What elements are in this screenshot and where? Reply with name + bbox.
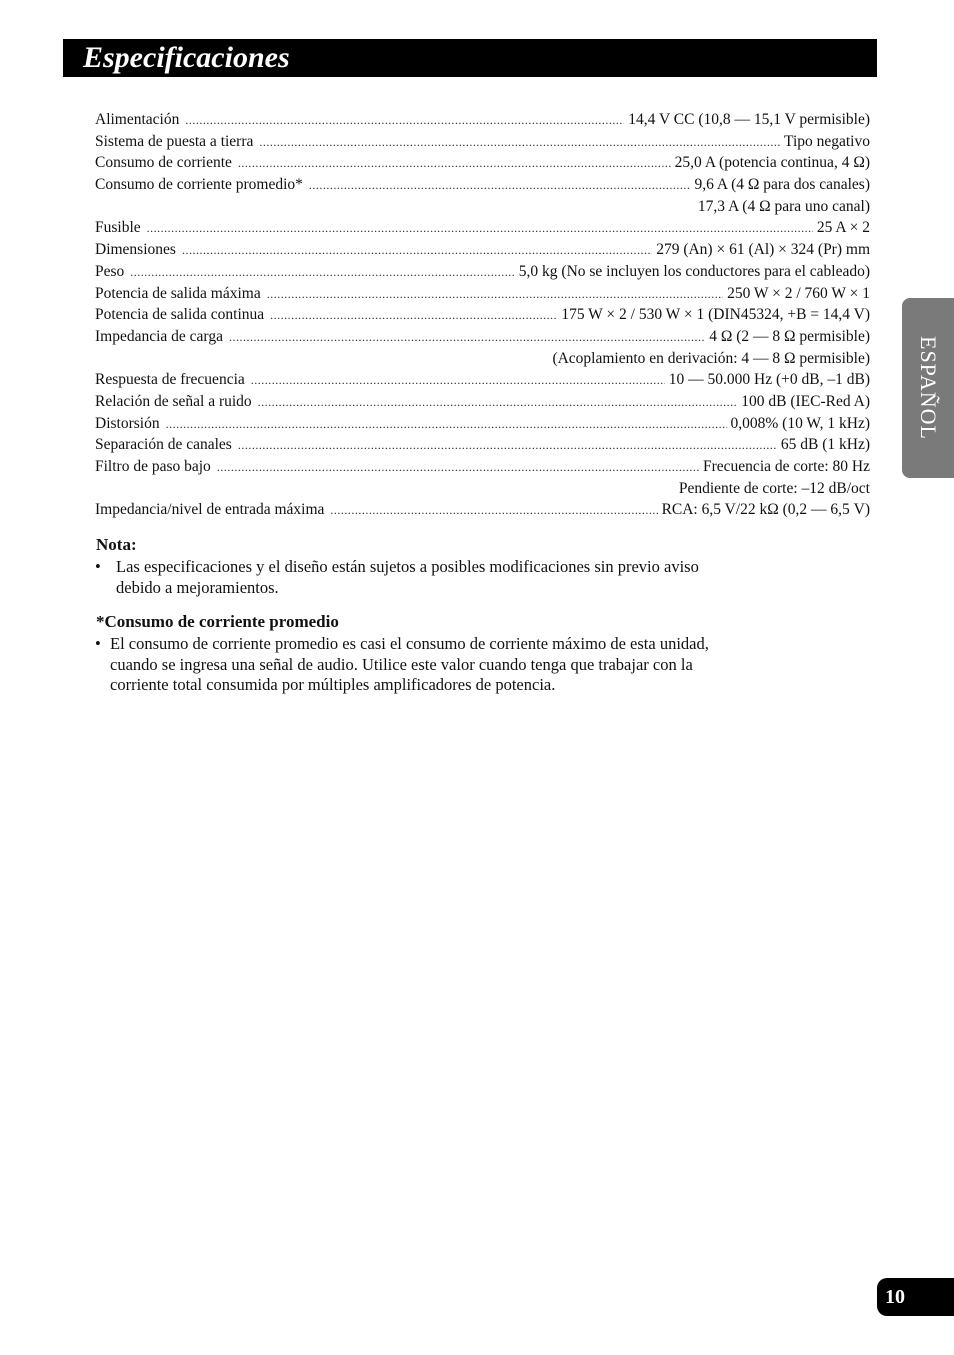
leader-dots [238, 438, 777, 453]
leader-dots [251, 373, 665, 388]
spec-value: 175 W × 2 / 530 W × 1 (DIN45324, +B = 14,4 V) [561, 306, 870, 324]
spec-value: 14,4 V CC (10,8 — 15,1 V permisible) [628, 111, 870, 128]
leader-dots [229, 330, 705, 345]
bullet-marker: • [95, 557, 101, 576]
leader-dots [258, 395, 738, 410]
spec-value: (Acoplamiento en derivación: 4 — 8 Ω permisible) [552, 349, 870, 367]
spec-value: 25,0 A (potencia continua, 4 Ω) [674, 154, 870, 172]
spec-row-peso [95, 263, 870, 285]
leader-dots [330, 503, 657, 518]
spec-row-impedancia-carga [95, 328, 870, 350]
spec-value: 65 dB (1 kHz) [780, 436, 870, 454]
spec-row-consumo-corriente [95, 154, 870, 176]
note-bullet-item [95, 557, 725, 598]
spec-label: Potencia de salida máxima [95, 284, 261, 302]
average-consumption-heading: *Consumo de corriente promedio [96, 612, 339, 631]
spec-label: Sistema de puesta a tierra [95, 132, 254, 150]
average-consumption-text: El consumo de corriente promedio es casi el consumo de corriente máximo de esta unidad, cuando se ingresa una señal de audio. Utilice este valor cuando tenga que trabajar con la corriente total consumida por múltiples amplificadores de potencia. [110, 634, 709, 694]
page-number: 10 [885, 1286, 905, 1308]
average-bullet-item [95, 634, 725, 696]
spec-row-puesta-a-tierra [95, 133, 870, 155]
spec-label: Alimentación [95, 111, 180, 128]
spec-row-separacion-canales [95, 436, 870, 458]
leader-dots [238, 156, 671, 171]
leader-dots [130, 265, 514, 280]
spec-label: Impedancia/nivel de entrada máxima [95, 501, 325, 519]
spec-row-impedancia-entrada [95, 501, 870, 523]
note-heading: Nota: [96, 535, 137, 554]
spec-row-potencia-continua [95, 306, 870, 328]
leader-dots [217, 460, 699, 475]
spec-value: Pendiente de corte: –12 dB/oct [678, 479, 870, 497]
spec-row-filtro-paso-bajo-cont [95, 480, 870, 502]
spec-label: Respuesta de frecuencia [95, 371, 245, 389]
spec-value: 250 W × 2 / 760 W × 1 [727, 284, 870, 302]
spec-row-impedancia-carga-cont [95, 350, 870, 372]
spec-value: 4 Ω (2 — 8 Ω permisible) [709, 327, 870, 345]
language-tab [902, 298, 954, 478]
spec-row-consumo-promedio-cont [95, 198, 870, 220]
note-text: Las especificaciones y el diseño están sujetos a posibles modificaciones sin previo aviso debido a mejoramientos. [116, 557, 699, 597]
leader-dots [166, 417, 727, 432]
spec-value: 100 dB (IEC-Red A) [741, 392, 870, 410]
spec-row-distorsion [95, 415, 870, 437]
spec-row-senal-ruido [95, 393, 870, 415]
spec-label: Filtro de paso bajo [95, 458, 211, 475]
spec-value: Frecuencia de corte: 80 Hz [703, 458, 870, 475]
leader-dots [270, 308, 557, 323]
spec-label: Impedancia de carga [95, 327, 223, 345]
spec-label: Dimensiones [95, 241, 176, 259]
leader-dots [185, 113, 624, 128]
spec-value: 17,3 A (4 Ω para uno canal) [697, 197, 870, 215]
spec-row-filtro-paso-bajo [95, 458, 870, 480]
spec-row-respuesta-frecuencia [95, 371, 870, 393]
spec-row-fusible [95, 219, 870, 241]
specifications-list [95, 111, 870, 523]
leader-dots [182, 243, 652, 258]
spec-value: Tipo negativo [784, 132, 870, 150]
spec-value: 0,008% (10 W, 1 kHz) [730, 414, 870, 432]
spec-label: Distorsión [95, 414, 160, 432]
spec-row-potencia-maxima [95, 285, 870, 307]
spec-label: Consumo de corriente promedio* [95, 176, 303, 194]
leader-dots [309, 178, 691, 193]
title-bar [63, 39, 877, 77]
spec-label: Fusible [95, 219, 141, 237]
language-tab-label: ESPAÑOL [916, 336, 941, 440]
page-title: Especificaciones [83, 41, 290, 74]
spec-label: Peso [95, 262, 125, 280]
leader-dots [147, 221, 813, 236]
leader-dots [267, 287, 723, 302]
spec-value: RCA: 6,5 V/22 kΩ (0,2 — 6,5 V) [661, 501, 870, 519]
spec-value: 10 — 50.000 Hz (+0 dB, –1 dB) [668, 371, 870, 389]
spec-value: 279 (An) × 61 (Al) × 324 (Pr) mm [656, 241, 870, 259]
spec-label: Relación de señal a ruido [95, 392, 252, 410]
spec-value: 9,6 A (4 Ω para dos canales) [694, 176, 870, 194]
spec-label: Consumo de corriente [95, 154, 232, 172]
spec-row-consumo-promedio [95, 176, 870, 198]
spec-value: 5,0 kg (No se incluyen los conductores para el cableado) [518, 262, 870, 280]
spec-row-dimensiones [95, 241, 870, 263]
spec-label: Separación de canales [95, 436, 232, 454]
leader-dots [259, 135, 780, 150]
spec-value: 25 A × 2 [816, 219, 870, 237]
bullet-marker: • [95, 634, 101, 653]
page-number-tab [877, 1278, 954, 1316]
spec-label: Potencia de salida continua [95, 306, 265, 324]
spec-row-alimentacion [95, 111, 870, 133]
